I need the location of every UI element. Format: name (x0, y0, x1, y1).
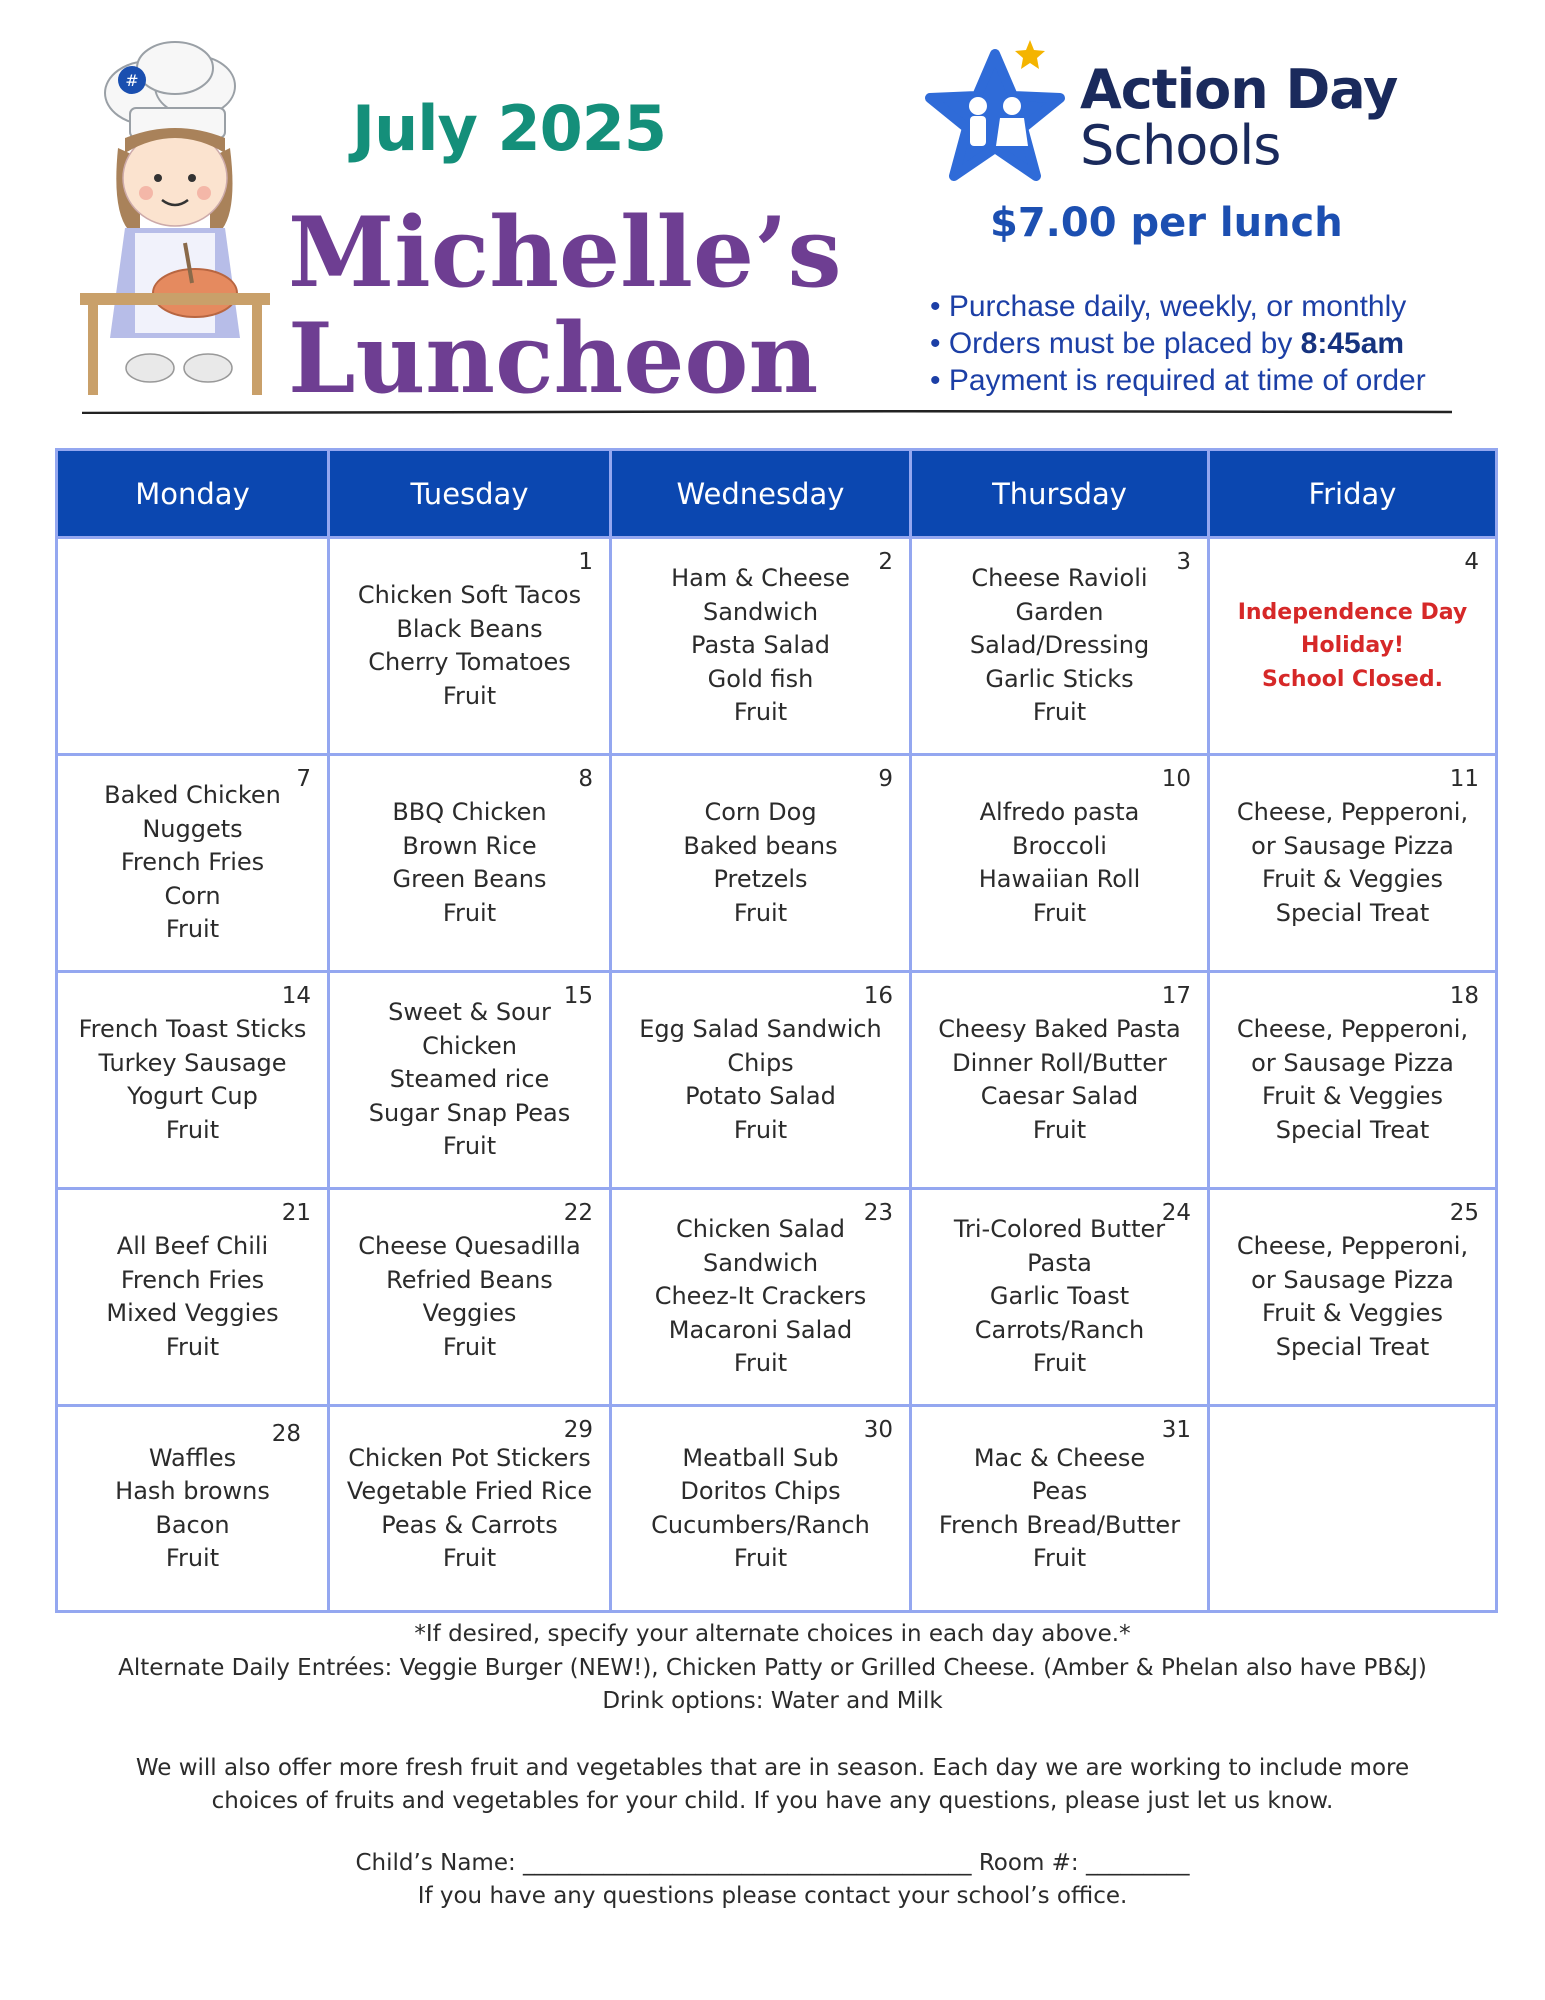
menu-item: Garlic Toast (989, 1282, 1130, 1311)
menu-item: Chicken Salad (675, 1215, 846, 1244)
menu-item: Fruit (442, 898, 497, 927)
menu-item: Fruit (165, 1332, 220, 1361)
menu-item: Pasta (1027, 1248, 1092, 1277)
menu-item: Cucumbers/Ranch (651, 1510, 870, 1539)
menu-item: Fruit (1032, 898, 1087, 927)
fresh-produce-note: We will also offer more fresh fruit and vegetables that are in season. Each day we are working to include more (135, 1754, 1410, 1781)
menu-item: Fruit (1032, 1115, 1087, 1144)
menu-item: Hash browns (115, 1477, 270, 1505)
menu-item: Fruit (733, 898, 788, 927)
fresh-produce-note-2: choices of fruits and vegetables for your child. If you have any questions, please just let us know. (211, 1788, 1334, 1814)
day-number: 8 (578, 766, 593, 792)
menu-item: Peas & Carrots (381, 1510, 558, 1539)
day-number: 18 (1449, 983, 1479, 1009)
calendar-week (57, 1406, 1497, 1612)
weekday-thursday: Thursday (911, 450, 1209, 538)
menu-item: Sandwich (702, 1248, 819, 1277)
child-name-field[interactable]: Child’s Name: _______________________________________ Room #: _________ (355, 1849, 1190, 1876)
calendar-week (57, 538, 1497, 755)
brand-line-2: Luncheon (288, 302, 819, 415)
menu-item: Sweet & Sour (388, 998, 551, 1027)
day-cell (911, 755, 1209, 972)
order-info-payment: • Payment is required at time of order (930, 364, 1426, 397)
day-number: 17 (1161, 983, 1191, 1009)
menu-item: Green Beans (392, 865, 547, 893)
menu-item: Fruit & Veggies (1262, 865, 1443, 893)
menu-item: Fruit & Veggies (1262, 1082, 1443, 1110)
menu-item: Chicken (422, 1031, 517, 1060)
day-cell (1209, 1189, 1497, 1406)
menu-item: Macaroni Salad (668, 1315, 853, 1344)
day-number: 9 (878, 766, 893, 792)
menu-item: Baked Chicken (104, 781, 281, 810)
day-number: 21 (281, 1200, 311, 1226)
day-number: 25 (1449, 1200, 1479, 1226)
menu-item: Garden (1015, 597, 1104, 626)
menu-item: Broccoli (1012, 831, 1107, 860)
menu-item: Special Treat (1275, 1115, 1430, 1144)
holiday-notice: School Closed. (1262, 666, 1443, 692)
order-info-purchase: • Purchase daily, weekly, or monthly (930, 290, 1407, 323)
day-cell (611, 755, 911, 972)
menu-item: Carrots/Ranch (974, 1315, 1145, 1344)
menu-item: Yogurt Cup (127, 1082, 258, 1110)
calendar-week (57, 972, 1497, 1189)
menu-item: French Toast Sticks (78, 1015, 307, 1043)
menu-item: Cheese Quesadilla (358, 1232, 581, 1260)
menu-item: Caesar Salad (980, 1082, 1139, 1110)
drink-options: Drink options: Water and Milk (602, 1688, 943, 1714)
menu-item: Ham & Cheese (671, 564, 850, 593)
menu-item: Nuggets (142, 814, 243, 843)
day-number: 28 (271, 1421, 301, 1447)
menu-month: July 2025 (352, 92, 667, 165)
day-cell (911, 1189, 1209, 1406)
day-cell (57, 1406, 329, 1612)
menu-item: Cheesy Baked Pasta (938, 1015, 1181, 1043)
day-cell (329, 755, 611, 972)
menu-item: Cheese, Pepperoni, (1236, 1015, 1469, 1043)
weekday-monday: Monday (57, 450, 329, 538)
brand-line-1: Michelle’s (288, 196, 842, 309)
menu-item: Fruit (165, 1544, 220, 1572)
menu-item: Alfredo pasta (979, 798, 1140, 826)
menu-item: Vegetable Fried Rice (346, 1477, 593, 1505)
menu-item: French Fries (120, 1265, 265, 1294)
menu-item: Dinner Roll/Butter (952, 1048, 1167, 1077)
day-cell (611, 538, 911, 755)
menu-item: Chicken Pot Stickers (348, 1443, 591, 1472)
header-divider (82, 410, 1452, 414)
menu-item: Sandwich (702, 597, 819, 626)
order-info-list (930, 288, 1426, 399)
weekday-friday: Friday (1209, 450, 1497, 538)
menu-item: Veggies (422, 1299, 517, 1327)
footer-notes (0, 1618, 1545, 1914)
menu-item: Hawaiian Roll (978, 865, 1141, 893)
menu-item: Fruit (442, 1544, 497, 1572)
menu-item: Cheese, Pepperoni, (1236, 1232, 1469, 1260)
holiday-notice: Independence Day (1237, 599, 1468, 625)
menu-item: Tri-Colored Butter (953, 1215, 1166, 1244)
menu-item: Cheese Ravioli (971, 564, 1148, 593)
menu-item: French Fries (120, 848, 265, 877)
calendar-week (57, 755, 1497, 972)
holiday-notice: Holiday! (1301, 633, 1404, 659)
day-cell (329, 972, 611, 1189)
day-number: 23 (863, 1200, 893, 1226)
school-name-line-2: Schools (1080, 114, 1281, 177)
menu-item: Mixed Veggies (106, 1299, 279, 1327)
menu-item: Gold fish (707, 664, 814, 693)
menu-item: All Beef Chili (116, 1232, 269, 1260)
day-number: 29 (563, 1417, 593, 1443)
menu-item: Garlic Sticks (985, 664, 1134, 693)
menu-item: Steamed rice (389, 1065, 550, 1094)
menu-item: Cheese, Pepperoni, (1236, 798, 1469, 826)
day-cell (57, 755, 329, 972)
menu-item: or Sausage Pizza (1251, 831, 1454, 860)
menu-item: Fruit (733, 1115, 788, 1144)
menu-item: Fruit (1032, 698, 1087, 727)
day-cell (911, 538, 1209, 755)
order-info-deadline: • Orders must be placed by 8:45am (930, 327, 1405, 360)
day-number: 30 (863, 1417, 893, 1443)
day-cell (57, 1189, 329, 1406)
day-cell (611, 972, 911, 1189)
menu-item: or Sausage Pizza (1251, 1048, 1454, 1077)
day-cell (1209, 972, 1497, 1189)
menu-item: Fruit (165, 1115, 220, 1144)
day-number: 2 (878, 549, 893, 575)
menu-item: Brown Rice (402, 831, 537, 860)
menu-item: Turkey Sausage (98, 1048, 287, 1077)
school-name (1080, 58, 1398, 177)
menu-item: Peas (1031, 1477, 1088, 1505)
day-number: 24 (1161, 1200, 1191, 1226)
day-number: 22 (563, 1200, 593, 1226)
menu-item: Refried Beans (386, 1265, 553, 1294)
day-number: 7 (296, 766, 311, 792)
menu-item: Special Treat (1275, 1332, 1430, 1361)
day-number: 11 (1449, 766, 1479, 792)
menu-item: Fruit (442, 681, 497, 710)
weekday-wednesday: Wednesday (611, 450, 911, 538)
menu-item: or Sausage Pizza (1251, 1265, 1454, 1294)
menu-item: Black Beans (396, 614, 543, 643)
lunch-calendar (55, 448, 1498, 1613)
menu-item: French Bread/Butter (938, 1510, 1181, 1539)
day-cell (329, 538, 611, 755)
menu-item: Doritos Chips (680, 1477, 841, 1505)
action-day-logo-icon (920, 36, 1070, 196)
day-number: 15 (563, 983, 593, 1009)
menu-item: Corn (164, 881, 221, 910)
menu-item: Cherry Tomatoes (368, 648, 571, 676)
svg-text:#: # (125, 71, 139, 90)
menu-item: Fruit (442, 1332, 497, 1361)
school-name-line-1: Action Day (1080, 58, 1398, 121)
menu-item: Potato Salad (685, 1082, 836, 1110)
day-cell (57, 972, 329, 1189)
menu-item: Fruit (733, 1349, 788, 1378)
menu-item: Sugar Snap Peas (368, 1098, 571, 1127)
menu-item: Pretzels (713, 865, 808, 893)
alternate-note: *If desired, specify your alternate choices in each day above.* (414, 1621, 1131, 1647)
day-cell-holiday (1209, 538, 1497, 755)
alternate-entrees: Alternate Daily Entrées: Veggie Burger (NEW!), Chicken Patty or Grilled Cheese. (Amber & Phelan also have PB&J) (118, 1654, 1427, 1681)
menu-item: Chicken Soft Tacos (357, 581, 582, 609)
menu-item: BBQ Chicken (392, 798, 547, 826)
day-cell (329, 1406, 611, 1612)
menu-item: Mac & Cheese (973, 1443, 1146, 1472)
menu-item: Fruit & Veggies (1262, 1299, 1443, 1327)
day-cell (611, 1406, 911, 1612)
menu-item: Special Treat (1275, 898, 1430, 927)
weekday-tuesday: Tuesday (329, 450, 611, 538)
calendar-week (57, 1189, 1497, 1406)
menu-item: Fruit (733, 698, 788, 727)
menu-item: Meatball Sub (682, 1443, 839, 1472)
contact-note: If you have any questions please contact your school’s office. (417, 1883, 1128, 1909)
lunch-price: $7.00 per lunch (990, 200, 1343, 246)
menu-item: Baked beans (683, 831, 838, 860)
order-deadline-time: 8:45am (1300, 327, 1405, 360)
day-number: 4 (1464, 549, 1479, 575)
menu-item: Bacon (155, 1510, 230, 1539)
menu-item: Fruit (1032, 1349, 1087, 1378)
day-cell (911, 972, 1209, 1189)
menu-item: Waffles (148, 1443, 237, 1472)
day-number: 1 (578, 549, 593, 575)
menu-item: Chips (727, 1048, 794, 1077)
day-number: 3 (1176, 549, 1191, 575)
brand-title (288, 196, 842, 415)
day-cell-empty (1209, 1406, 1497, 1612)
day-cell (911, 1406, 1209, 1612)
day-number: 10 (1161, 766, 1191, 792)
menu-item: Egg Salad Sandwich (639, 1015, 882, 1043)
day-cell (329, 1189, 611, 1406)
menu-item: Cheez-It Crackers (654, 1282, 867, 1311)
menu-item: Fruit (733, 1544, 788, 1572)
weekday-header-row (57, 450, 1497, 538)
day-cell (1209, 755, 1497, 972)
day-number: 14 (281, 983, 311, 1009)
menu-item: Fruit (442, 1132, 497, 1161)
menu-item: Fruit (165, 915, 220, 944)
menu-item: Fruit (1032, 1544, 1087, 1572)
day-cell-empty (57, 538, 329, 755)
menu-item: Salad/Dressing (969, 631, 1150, 660)
menu-item: Corn Dog (704, 798, 817, 826)
day-number: 16 (863, 983, 893, 1009)
day-number: 31 (1161, 1417, 1191, 1443)
day-cell (611, 1189, 911, 1406)
menu-item: Pasta Salad (691, 631, 830, 660)
chef-illustration (80, 38, 270, 398)
